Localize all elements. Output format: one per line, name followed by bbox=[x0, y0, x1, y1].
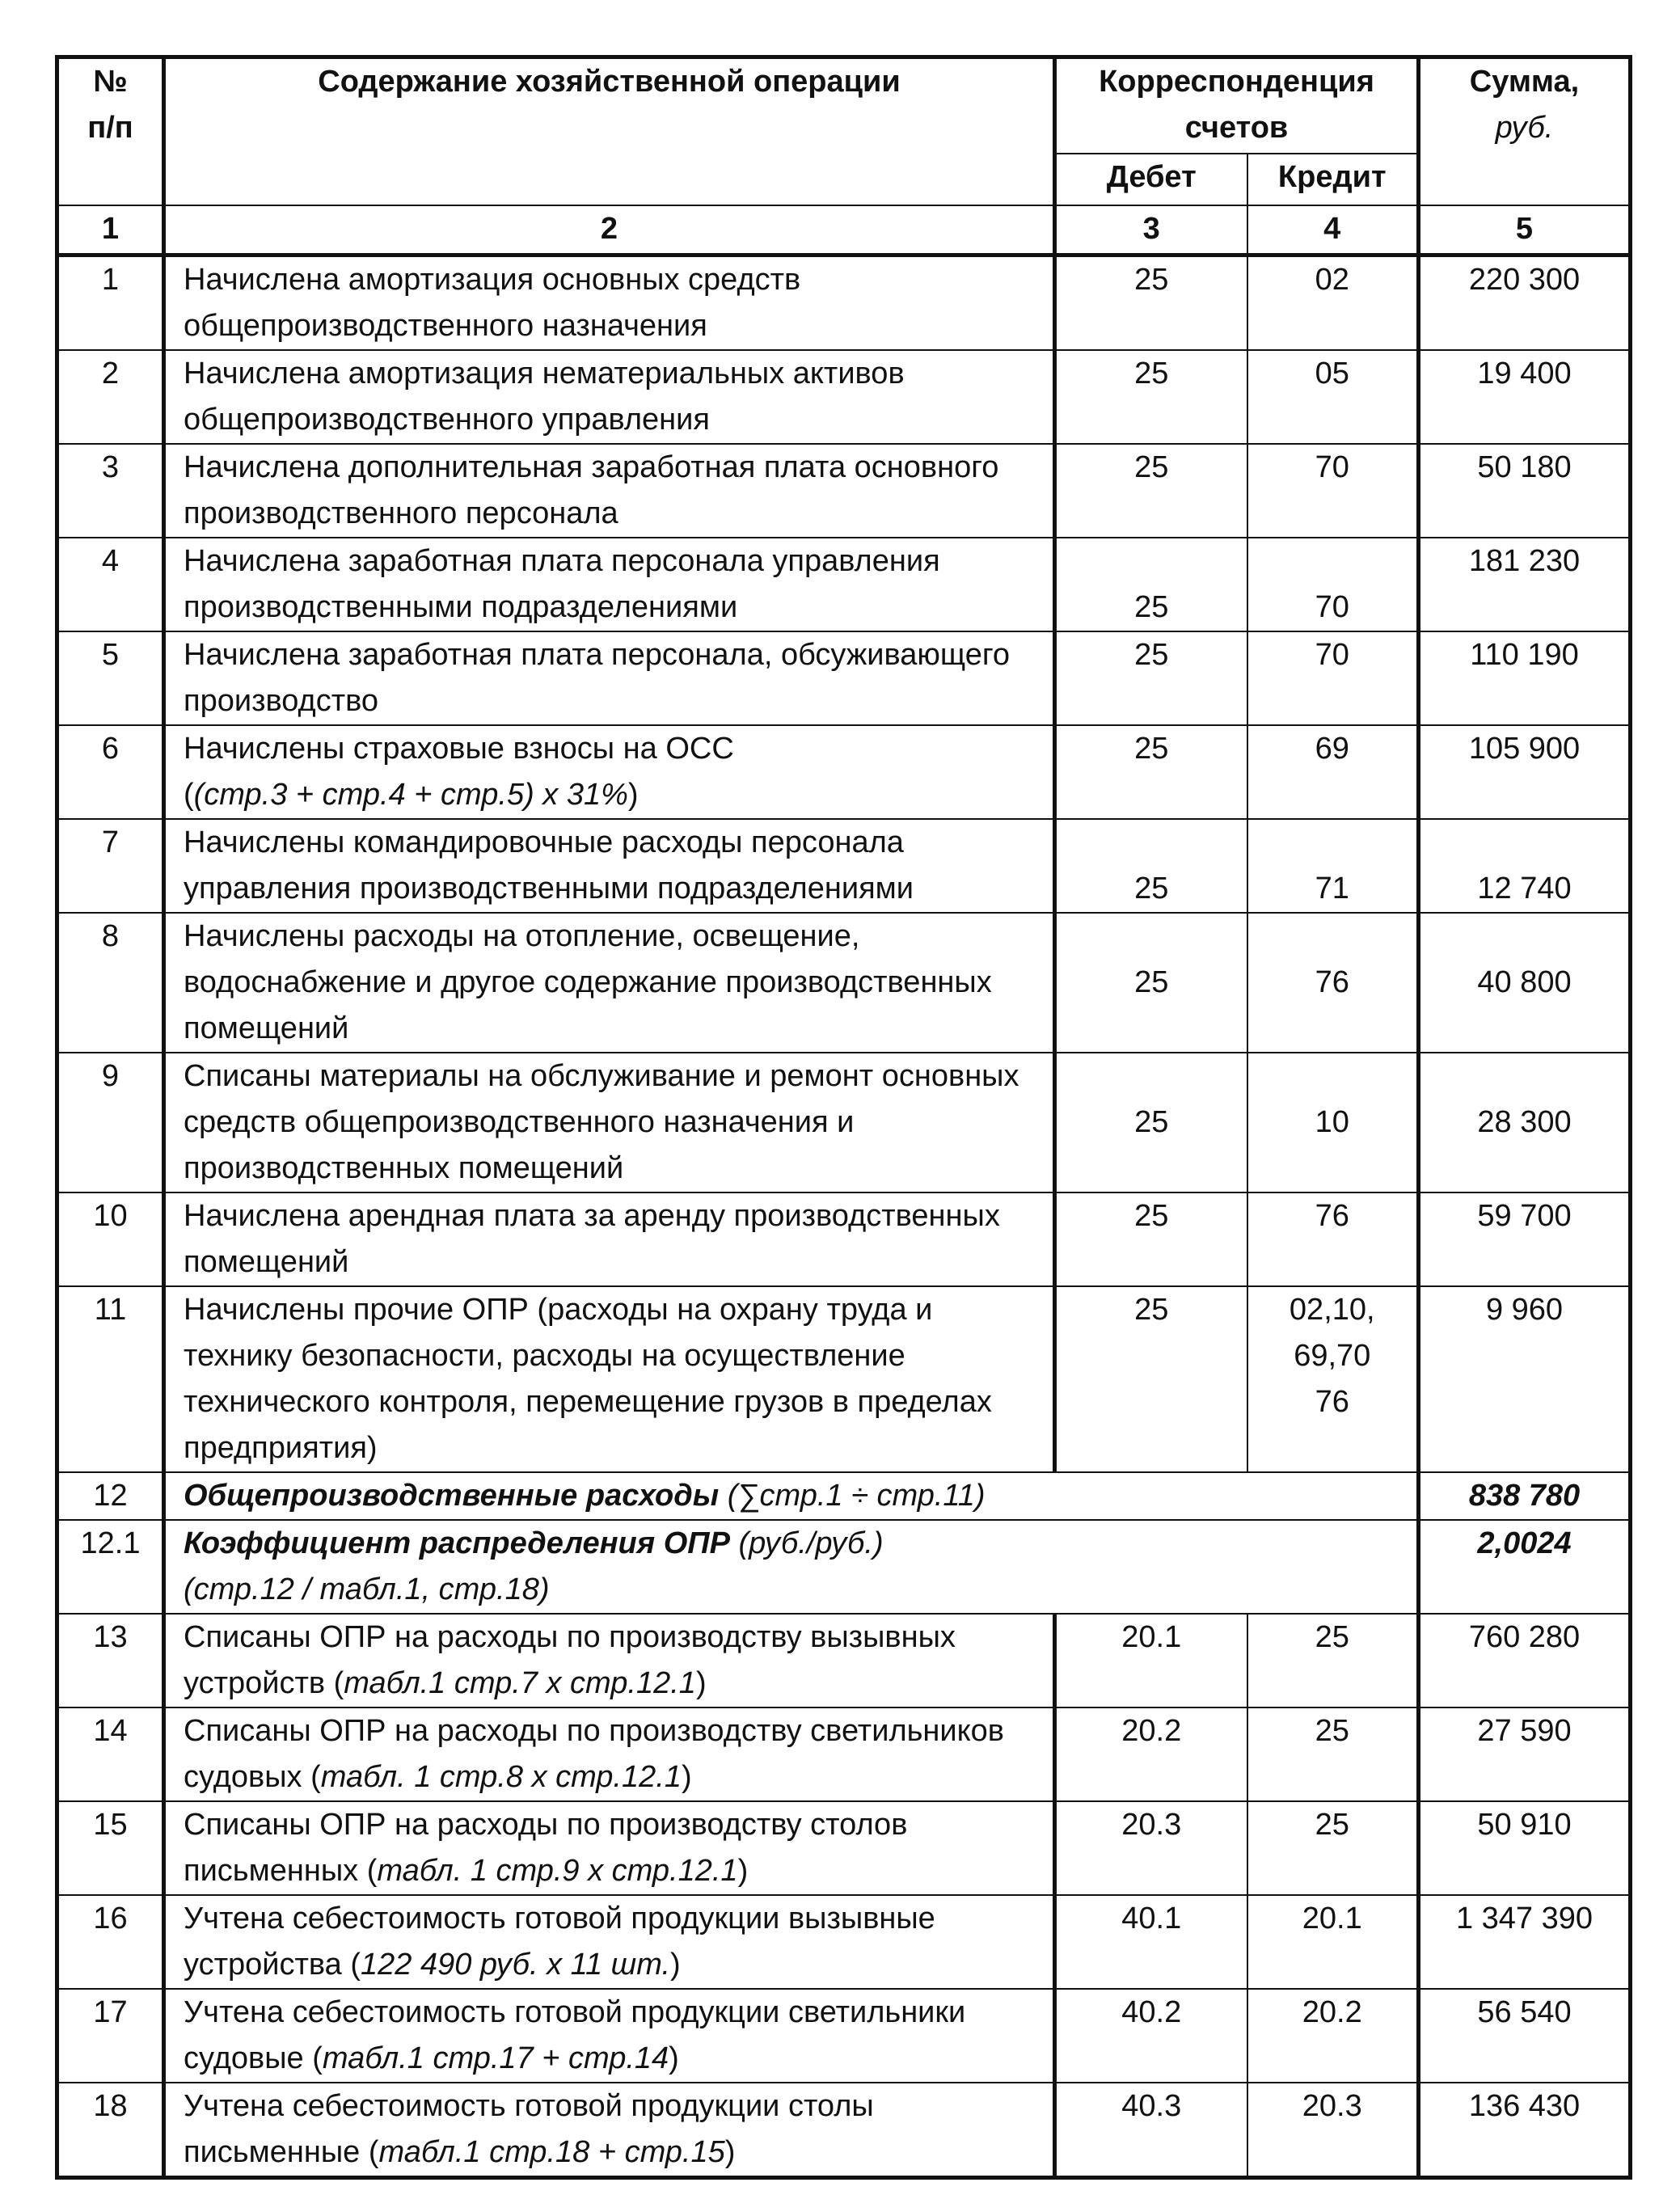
row-description-text: Учтена себестоимость готовой продукции столы письменные bbox=[184, 2089, 874, 2169]
index-cell: 1 bbox=[57, 205, 164, 255]
header-sum-unit: руб. bbox=[1495, 111, 1554, 145]
row-formula: табл.1 стр.18 + стр.15 bbox=[378, 2135, 725, 2169]
row-description-text: Списаны ОПР на расходы по производству светильников судовых bbox=[184, 1714, 1004, 1794]
row-description: Начислена заработная плата персонала управления производственными подразделениями bbox=[164, 538, 1055, 631]
index-cell: 3 bbox=[1055, 205, 1247, 255]
coefficient-unit: (руб./руб.) bbox=[738, 1526, 884, 1560]
row-no: 4 bbox=[57, 538, 164, 631]
row-debit: 25 bbox=[1055, 725, 1247, 819]
total-label: Общепроизводственные расходы bbox=[184, 1479, 720, 1513]
row-no: 10 bbox=[57, 1192, 164, 1286]
row-description-text: Учтена себестоимость готовой продукции светильники судовые bbox=[184, 1995, 966, 2075]
row-no: 9 bbox=[57, 1053, 164, 1192]
table-row bbox=[57, 1286, 1631, 1472]
table-row bbox=[57, 255, 1631, 351]
row-sum: 9 960 bbox=[1419, 1286, 1631, 1472]
coefficient-row bbox=[57, 1520, 1631, 1614]
row-description: Начислена амортизация основных средств общепроизводственного назначения bbox=[164, 255, 1055, 351]
table-row bbox=[57, 631, 1631, 725]
row-sum: 28 300 bbox=[1419, 1053, 1631, 1192]
row-debit: 25 bbox=[1055, 1053, 1247, 1192]
table-row bbox=[57, 1895, 1631, 1989]
row-credit: 76 bbox=[1247, 913, 1419, 1053]
row-formula: табл. 1 стр.8 х стр.12.1 bbox=[320, 1760, 682, 1794]
row-formula: табл.1 стр.7 х стр.12.1 bbox=[344, 1666, 696, 1700]
row-description: Начислена арендная плата за аренду производственных помещений bbox=[164, 1192, 1055, 1286]
row-description-text: Начислены страховые взносы на ОСС bbox=[184, 732, 734, 766]
row-no: 12.1 bbox=[57, 1520, 164, 1614]
row-debit: 25 bbox=[1055, 444, 1247, 538]
row-no: 16 bbox=[57, 1895, 164, 1989]
index-cell: 5 bbox=[1419, 205, 1631, 255]
row-credit: 02 bbox=[1247, 255, 1419, 351]
index-cell: 4 bbox=[1247, 205, 1419, 255]
row-description: Учтена себестоимость готовой продукции столы письменные (табл.1 стр.18 + стр.15) bbox=[164, 2083, 1055, 2178]
row-credit: 10 bbox=[1247, 1053, 1419, 1192]
row-debit: 40.1 bbox=[1055, 1895, 1247, 1989]
row-no: 11 bbox=[57, 1286, 164, 1472]
row-description: Списаны материалы на обслуживание и ремонт основных средств общепроизводственного назначения и производственных помещений bbox=[164, 1053, 1055, 1192]
row-credit: 25 bbox=[1247, 1801, 1419, 1895]
row-credit: 76 bbox=[1247, 1192, 1419, 1286]
row-no: 15 bbox=[57, 1801, 164, 1895]
row-sum: 50 180 bbox=[1419, 444, 1631, 538]
row-debit: 25 bbox=[1055, 350, 1247, 444]
row-sum: 136 430 bbox=[1419, 2083, 1631, 2178]
table-row bbox=[57, 1053, 1631, 1192]
row-credit: 25 bbox=[1247, 1614, 1419, 1707]
row-credit: 69 bbox=[1247, 725, 1419, 819]
row-debit: 20.3 bbox=[1055, 1801, 1247, 1895]
table-row bbox=[57, 538, 1631, 631]
row-sum: 220 300 bbox=[1419, 255, 1631, 351]
operations-table bbox=[55, 55, 1632, 2180]
row-credit: 25 bbox=[1247, 1707, 1419, 1801]
row-debit: 25 bbox=[1055, 1286, 1247, 1472]
total-formula: (∑стр.1 ÷ стр.11) bbox=[727, 1479, 986, 1513]
row-description: Списаны ОПР на расходы по производству столов письменных (табл. 1 стр.9 х стр.12.1) bbox=[164, 1801, 1055, 1895]
header-sum bbox=[1419, 57, 1631, 206]
header-debit: Дебет bbox=[1055, 154, 1247, 205]
total-row bbox=[57, 1472, 1631, 1520]
row-debit: 40.3 bbox=[1055, 2083, 1247, 2178]
row-sum: 12 740 bbox=[1419, 819, 1631, 913]
row-debit: 40.2 bbox=[1055, 1989, 1247, 2083]
row-no: 17 bbox=[57, 1989, 164, 2083]
row-description-text: Учтена себестоимость готовой продукции вызывные устройства bbox=[184, 1902, 935, 1982]
row-no: 18 bbox=[57, 2083, 164, 2178]
row-description-text: Списаны ОПР на расходы по производству вызывных устройств bbox=[184, 1620, 956, 1700]
row-no: 13 bbox=[57, 1614, 164, 1707]
row-debit: 25 bbox=[1055, 1192, 1247, 1286]
coefficient-formula: (стр.12 / табл.1, стр.18) bbox=[184, 1572, 550, 1606]
row-no: 3 bbox=[57, 444, 164, 538]
index-cell: 2 bbox=[164, 205, 1055, 255]
row-no: 1 bbox=[57, 255, 164, 351]
row-sum: 1 347 390 bbox=[1419, 1895, 1631, 1989]
row-debit: 25 bbox=[1055, 913, 1247, 1053]
row-no: 14 bbox=[57, 1707, 164, 1801]
table-row bbox=[57, 1192, 1631, 1286]
row-sum: 760 280 bbox=[1419, 1614, 1631, 1707]
row-debit: 25 bbox=[1055, 538, 1247, 631]
table-row bbox=[57, 913, 1631, 1053]
header-correspondence: Корреспонденция счетов bbox=[1055, 57, 1419, 154]
row-no: 6 bbox=[57, 725, 164, 819]
row-no: 5 bbox=[57, 631, 164, 725]
row-description: Начислены прочие ОПР (расходы на охрану труда и технику безопасности, расходы на осуществление технического контроля, перемещение грузов в пределах предприятия) bbox=[164, 1286, 1055, 1472]
row-credit: 71 bbox=[1247, 819, 1419, 913]
row-credit: 05 bbox=[1247, 350, 1419, 444]
row-sum: 27 590 bbox=[1419, 1707, 1631, 1801]
row-sum: 181 230 bbox=[1419, 538, 1631, 631]
header-row bbox=[57, 57, 1631, 154]
header-description: Содержание хозяйственной операции bbox=[164, 57, 1055, 206]
row-formula: табл.1 стр.17 + стр.14 bbox=[322, 2041, 669, 2075]
row-description: Начислены расходы на отопление, освещение, водоснабжение и другое содержание производственных помещений bbox=[164, 913, 1055, 1053]
row-description: Начислена заработная плата персонала, обсуживающего производство bbox=[164, 631, 1055, 725]
row-sum: 59 700 bbox=[1419, 1192, 1631, 1286]
row-credit: 70 bbox=[1247, 631, 1419, 725]
row-debit: 25 bbox=[1055, 819, 1247, 913]
row-description: Начислены страховые взносы на ОСС ((стр.3 + стр.4 + стр.5) х 31%) bbox=[164, 725, 1055, 819]
table-row bbox=[57, 444, 1631, 538]
coefficient-label: Коэффициент распределения ОПР bbox=[184, 1526, 730, 1560]
table-row bbox=[57, 819, 1631, 913]
row-sum: 40 800 bbox=[1419, 913, 1631, 1053]
row-sum: 105 900 bbox=[1419, 725, 1631, 819]
index-row bbox=[57, 205, 1631, 255]
table-row bbox=[57, 350, 1631, 444]
table-row bbox=[57, 2083, 1631, 2178]
row-debit: 20.2 bbox=[1055, 1707, 1247, 1801]
row-no: 2 bbox=[57, 350, 164, 444]
row-description: Списаны ОПР на расходы по производству вызывных устройств (табл.1 стр.7 х стр.12.1) bbox=[164, 1614, 1055, 1707]
row-sum: 56 540 bbox=[1419, 1989, 1631, 2083]
header-credit: Кредит bbox=[1247, 154, 1419, 205]
row-credit: 20.1 bbox=[1247, 1895, 1419, 1989]
coefficient-label-cell bbox=[164, 1520, 1419, 1614]
row-credit: 02,10, 69,70 76 bbox=[1247, 1286, 1419, 1472]
row-credit: 20.2 bbox=[1247, 1989, 1419, 2083]
row-debit: 25 bbox=[1055, 631, 1247, 725]
row-description-text: Списаны ОПР на расходы по производству столов письменных bbox=[184, 1808, 908, 1888]
total-sum: 838 780 bbox=[1419, 1472, 1631, 1520]
row-description: Начислена дополнительная заработная плата основного производственного персонала bbox=[164, 444, 1055, 538]
row-description: Учтена себестоимость готовой продукции светильники судовые (табл.1 стр.17 + стр.14) bbox=[164, 1989, 1055, 2083]
row-description: Списаны ОПР на расходы по производству светильников судовых (табл. 1 стр.8 х стр.12.1) bbox=[164, 1707, 1055, 1801]
row-credit: 70 bbox=[1247, 444, 1419, 538]
row-formula: 122 490 руб. х 11 шт. bbox=[361, 1948, 671, 1982]
table-row bbox=[57, 1707, 1631, 1801]
row-debit: 20.1 bbox=[1055, 1614, 1247, 1707]
total-label-cell bbox=[164, 1472, 1419, 1520]
table-row bbox=[57, 725, 1631, 819]
row-no: 8 bbox=[57, 913, 164, 1053]
row-description: Учтена себестоимость готовой продукции вызывные устройства (122 490 руб. х 11 шт.) bbox=[164, 1895, 1055, 1989]
row-sum: 110 190 bbox=[1419, 631, 1631, 725]
coefficient-value: 2,0024 bbox=[1419, 1520, 1631, 1614]
table-row bbox=[57, 1801, 1631, 1895]
row-description: Начислена амортизация нематериальных активов общепроизводственного управления bbox=[164, 350, 1055, 444]
row-no: 12 bbox=[57, 1472, 164, 1520]
row-description: Начислены командировочные расходы персонала управления производственными подразделениями bbox=[164, 819, 1055, 913]
row-no: 7 bbox=[57, 819, 164, 913]
table-row bbox=[57, 1989, 1631, 2083]
row-credit: 70 bbox=[1247, 538, 1419, 631]
row-sum: 19 400 bbox=[1419, 350, 1631, 444]
header-sum-label: Сумма, bbox=[1469, 65, 1580, 99]
row-debit: 25 bbox=[1055, 255, 1247, 351]
row-formula: табл. 1 стр.9 х стр.12.1 bbox=[377, 1854, 738, 1888]
row-credit: 20.3 bbox=[1247, 2083, 1419, 2178]
table-row bbox=[57, 1614, 1631, 1707]
row-sum: 50 910 bbox=[1419, 1801, 1631, 1895]
row-formula: (стр.3 + стр.4 + стр.5) х 31% bbox=[193, 778, 628, 812]
header-no: № п/п bbox=[57, 57, 164, 206]
